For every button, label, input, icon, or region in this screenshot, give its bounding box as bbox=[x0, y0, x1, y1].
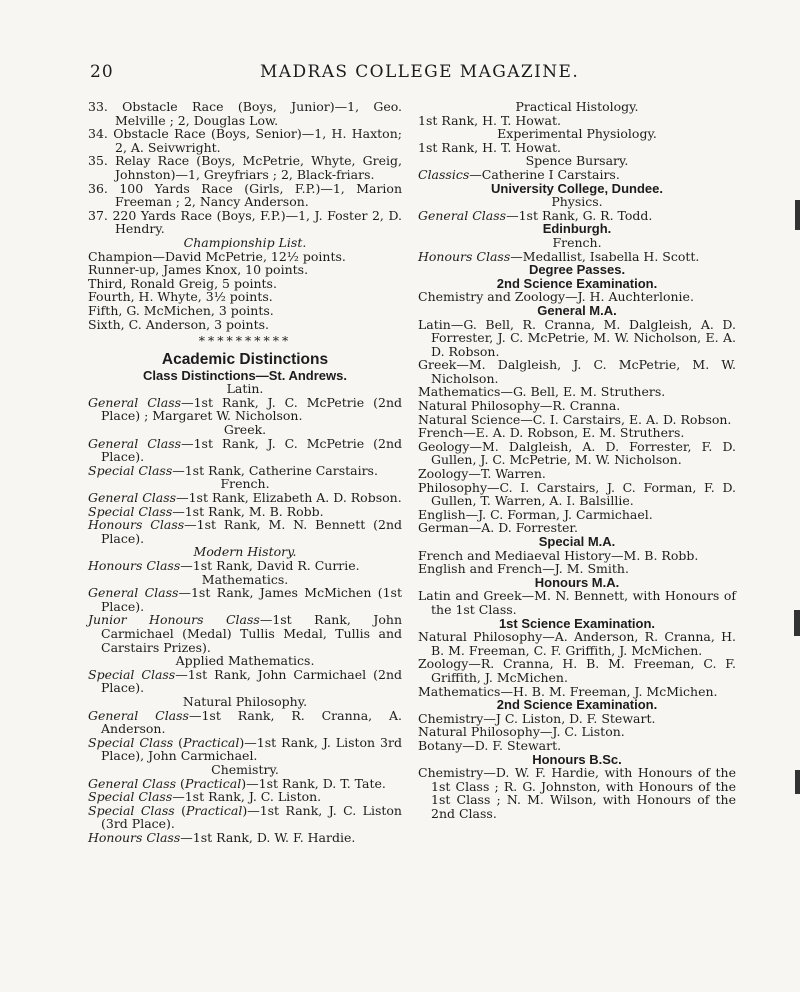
subject-heading: Practical Histology. bbox=[515, 99, 639, 114]
page-header bbox=[90, 62, 740, 84]
championship-heading: Championship List. bbox=[183, 234, 307, 250]
exam-heading: Honours B.Sc. bbox=[532, 751, 622, 767]
degree-entry: Natural Philosophy—R. Cranna. bbox=[418, 398, 621, 414]
exam-heading: General M.A. bbox=[537, 302, 617, 318]
subject-heading: Applied Mathematics. bbox=[175, 653, 315, 669]
race-entry: 33. Obstacle Race (Boys, Junior)—1, Geo. Melville ; 2, Douglas Low. bbox=[88, 99, 402, 128]
award-entry: General Class—1st Rank, James McMichen (1st Place). bbox=[88, 585, 402, 614]
binding-edge-mark bbox=[794, 610, 800, 636]
award-entry: Honours Class—1st Rank, M. N. Bennett (2nd Place). bbox=[88, 517, 402, 546]
left-column bbox=[88, 100, 402, 844]
degree-entry: Philosophy—C. I. Carstairs, J. C. Forman, F. D. Gullen, T. Warren, A. I. Balsillie. bbox=[418, 479, 736, 509]
degree-entry: Natural Philosophy—A. Anderson, R. Cranna, H. B. M. Freeman, C. F. Griffith, J. McMichen. bbox=[418, 629, 736, 658]
class-distinctions-heading: Class Distinctions—St. Andrews. bbox=[143, 367, 347, 383]
award-entry: Special Class (Practical)—1st Rank, J. Liston 3rd Place), John Carmichael. bbox=[88, 734, 402, 764]
subject-heading: French. bbox=[220, 476, 270, 492]
right-column bbox=[418, 100, 736, 820]
subject-heading: Mathematics. bbox=[201, 571, 289, 587]
degree-entry: English and French—J. M. Smith. bbox=[418, 561, 629, 577]
championship-item: Runner-up, James Knox, 10 points. bbox=[88, 262, 309, 278]
binding-edge-mark bbox=[795, 200, 800, 230]
exam-heading: Special M.A. bbox=[538, 534, 616, 549]
degree-entry: Natural Science—C. I. Carstairs, E. A. D. Robson. bbox=[418, 411, 732, 427]
race-entry: 35. Relay Race (Boys, McPetrie, Whyte, Greig, Johnston)—1, Greyfriars ; 2, Black-friars. bbox=[88, 153, 402, 182]
exam-heading: 2nd Science Examination. bbox=[496, 697, 658, 713]
degree-entry: Chemistry—D. W. F. Hardie, with Honours of the 1st Class ; R. G. Johnston, with Honours of the 1st Class ; N. M. Wilson, with Honours of the 2nd Class. bbox=[418, 765, 736, 821]
championship-item: Fourth, H. Whyte, 3½ points. bbox=[88, 289, 273, 305]
degree-entry: Natural Philosophy—J. C. Liston. bbox=[418, 724, 625, 740]
subject-heading: Natural Philosophy. bbox=[182, 693, 308, 709]
degree-entry: Mathematics—G. Bell, E. M. Struthers. bbox=[418, 384, 666, 400]
subject-heading: Modern History. bbox=[193, 544, 297, 560]
award-entry: 1st Rank, H. T. Howat. bbox=[418, 112, 561, 128]
academic-distinctions-heading: Academic Distinctions bbox=[161, 350, 329, 368]
degree-entry: Geology—M. Dalgleish, A. D. Forrester, F. D. Gullen, J. C. McPetrie, M. W. Nicholson. bbox=[418, 438, 736, 468]
award-entry: Classics—Catherine I Carstairs. bbox=[418, 166, 620, 182]
award-entry: Chemistry and Zoology—J. H. Auchterlonie. bbox=[418, 289, 694, 305]
race-entry: 37. 220 Yards Race (Boys, F.P.)—1, J. Foster 2, D. Hendry. bbox=[88, 207, 402, 237]
subject-heading: Spence Bursary. bbox=[525, 153, 629, 169]
award-entry: General Class—1st Rank, Elizabeth A. D. Robson. bbox=[88, 490, 402, 506]
institution-heading: University College, Dundee. bbox=[491, 180, 663, 196]
subject-heading: Chemistry. bbox=[211, 761, 279, 777]
award-entry: General Class—1st Rank, J. C. McPetrie (2nd Place) ; Margaret W. Nicholson. bbox=[88, 394, 403, 424]
award-entry: Honours Class—Medallist, Isabella H. Scott. bbox=[418, 248, 700, 264]
award-entry: General Class—1st Rank, J. C. McPetrie (2nd Place). bbox=[88, 435, 403, 465]
running-title: MADRAS COLLEGE MAGAZINE. bbox=[260, 62, 580, 82]
award-entry: General Class—1st Rank, R. Cranna, A. Anderson. bbox=[88, 707, 402, 737]
exam-heading: Honours M.A. bbox=[534, 574, 620, 590]
award-entry: Special Class—1st Rank, John Carmichael (2nd Place). bbox=[88, 666, 403, 696]
championship-item: Champion—David McPetrie, 12½ points. bbox=[88, 248, 346, 264]
subject-heading: Physics. bbox=[551, 194, 603, 210]
championship-item: Sixth, C. Anderson, 3 points. bbox=[88, 316, 269, 332]
award-entry: Honours Class—1st Rank, D. W. F. Hardie. bbox=[88, 829, 356, 845]
degree-entry: Mathematics—H. B. M. Freeman, J. McMichen. bbox=[418, 683, 718, 699]
degree-entry: Zoology—T. Warren. bbox=[418, 466, 546, 482]
subject-heading: Greek. bbox=[223, 422, 267, 438]
degree-entry: Latin—G. Bell, R. Cranna, M. Dalgleish, A. D. Forrester, J. C. McPetrie, M. W. Nicholson, E. A. D. Robson. bbox=[418, 316, 736, 359]
binding-edge-mark bbox=[795, 770, 800, 794]
degree-entry: Botany—D. F. Stewart. bbox=[418, 737, 562, 753]
championship-item: Fifth, G. McMichen, 3 points. bbox=[88, 302, 274, 318]
exam-heading: 2nd Science Examination. bbox=[496, 275, 658, 291]
award-entry: General Class (Practical)—1st Rank, D. T. Tate. bbox=[88, 775, 386, 791]
section-divider: ********** bbox=[198, 333, 292, 349]
award-entry: Special Class—1st Rank, M. B. Robb. bbox=[88, 503, 324, 519]
degree-passes-heading: Degree Passes. bbox=[528, 262, 626, 278]
award-entry: Special Class—1st Rank, Catherine Carstairs. bbox=[88, 462, 378, 478]
subject-heading: Experimental Physiology. bbox=[497, 126, 657, 142]
degree-entry: Latin and Greek—M. N. Bennett, with Honours of the 1st Class. bbox=[418, 588, 736, 617]
championship-item: Third, Ronald Greig, 5 points. bbox=[88, 275, 277, 291]
subject-heading: Latin. bbox=[226, 381, 264, 397]
degree-entry: Zoology—R. Cranna, H. B. M. Freeman, C. F. Griffith, J. McMichen. bbox=[418, 656, 736, 685]
institution-heading: Edinburgh. bbox=[542, 221, 612, 237]
award-entry: Honours Class—1st Rank, David R. Currie. bbox=[88, 558, 360, 573]
degree-entry: German—A. D. Forrester. bbox=[418, 520, 578, 536]
race-entry: 34. Obstacle Race (Boys, Senior)—1, H. Haxton; 2, A. Seivwright. bbox=[88, 126, 402, 155]
exam-heading: 1st Science Examination. bbox=[498, 615, 656, 631]
award-entry: 1st Rank, H. T. Howat. bbox=[418, 139, 561, 155]
degree-entry: French and Mediaeval History—M. B. Robb. bbox=[418, 547, 699, 563]
award-entry: Junior Honours Class—1st Rank, John Carmichael (Medal) Tullis Medal, Tullis and Carstairs Prizes). bbox=[88, 612, 402, 655]
degree-entry: English—J. C. Forman, J. Carmichael. bbox=[418, 506, 653, 522]
race-entry: 36. 100 Yards Race (Girls, F.P.)—1, Marion Freeman ; 2, Nancy Anderson. bbox=[88, 180, 402, 210]
subject-heading: French. bbox=[552, 234, 602, 250]
degree-entry: French—E. A. D. Robson, E. M. Struthers. bbox=[418, 425, 685, 441]
award-entry: Special Class—1st Rank, J. C. Liston. bbox=[88, 789, 322, 805]
award-entry: Special Class (Practical)—1st Rank, J. C. Liston (3rd Place). bbox=[88, 802, 402, 832]
award-entry: General Class—1st Rank, G. R. Todd. bbox=[418, 207, 653, 223]
degree-entry: Chemistry—J C. Liston, D. F. Stewart. bbox=[418, 710, 656, 726]
degree-entry: Greek—M. Dalgleish, J. C. McPetrie, M. W. Nicholson. bbox=[418, 357, 736, 386]
page-number: 20 bbox=[90, 62, 114, 82]
